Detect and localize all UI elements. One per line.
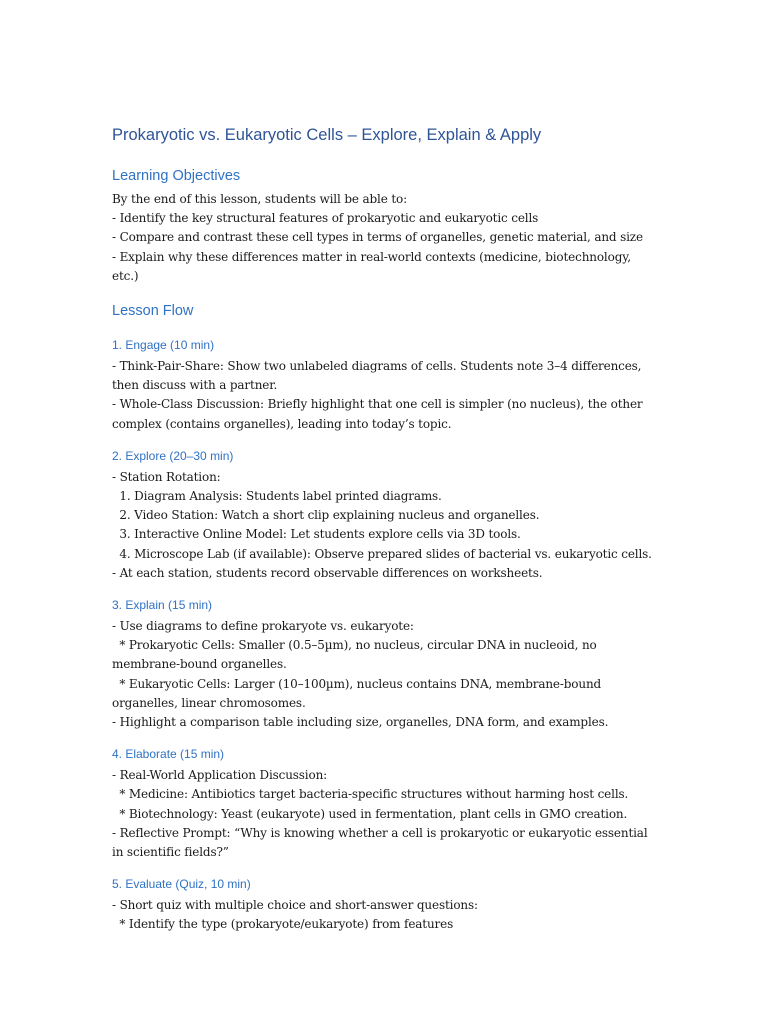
section-line: - At each station, students record observable differences on worksheets. <box>112 565 543 580</box>
section-heading-evaluate: 5. Evaluate (Quiz, 10 min) <box>112 877 251 892</box>
section-line: - Reflective Prompt: “Why is knowing whether a cell is prokaryotic or eukaryotic essential in scientific fields?” <box>112 825 652 860</box>
section-line: * Identify the type (prokaryote/eukaryote) from features <box>112 917 454 932</box>
section-line: 4. Microscope Lab (if available): Observe prepared slides of bacterial vs. eukaryotic cells. <box>112 546 652 561</box>
section-line: 3. Interactive Online Model: Let students explore cells via 3D tools. <box>112 527 521 542</box>
objectives-intro: By the end of this lesson, students will be able to: <box>112 192 407 206</box>
lesson-flow-heading: Lesson Flow <box>112 303 194 320</box>
section-line: 1. Diagram Analysis: Students label printed diagrams. <box>112 489 442 504</box>
objective-item: - Compare and contrast these cell types in terms of organelles, genetic material, and size <box>112 230 643 245</box>
document-content <box>112 124 652 935</box>
section-line: - Short quiz with multiple choice and short-answer questions: <box>112 898 478 913</box>
section-line: - Think-Pair-Share: Show two unlabeled diagrams of cells. Students note 3–4 differences, then discuss with a partner. <box>112 359 646 393</box>
section-line: - Highlight a comparison table including size, organelles, DNA form, and examples. <box>112 715 609 730</box>
section-line: * Biotechnology: Yeast (eukaryote) used in fermentation, plant cells in GMO creation. <box>112 806 628 821</box>
objective-item: - Identify the key structural features of prokaryotic and eukaryotic cells <box>112 211 539 226</box>
section-line: - Station Rotation: <box>112 469 221 484</box>
section-heading-explain: 3. Explain (15 min) <box>112 598 213 613</box>
section-line: - Use diagrams to define prokaryote vs. eukaryote: <box>112 619 414 634</box>
section-line: 2. Video Station: Watch a short clip explaining nucleus and organelles. <box>112 508 540 523</box>
section-line: * Eukaryotic Cells: Larger (10–100µm), nucleus contains DNA, membrane-bound organelles, linear chromosomes. <box>112 676 605 710</box>
document-title: Prokaryotic vs. Eukaryotic Cells – Explore, Explain & Apply <box>112 126 542 144</box>
section-heading-explore: 2. Explore (20–30 min) <box>112 448 234 463</box>
section-line: - Real-World Application Discussion: <box>112 768 328 783</box>
objectives-heading: Learning Objectives <box>112 168 241 184</box>
section-line: * Medicine: Antibiotics target bacteria-specific structures without harming host cells. <box>112 787 629 802</box>
objective-item: - Explain why these differences matter in real-world contexts (medicine, biotechnology, etc.) <box>112 249 635 283</box>
section-line: * Prokaryotic Cells: Smaller (0.5–5µm), no nucleus, circular DNA in nucleoid, no membrane-bound organelles. <box>112 638 601 672</box>
section-heading-engage: 1. Engage (10 min) <box>112 338 215 353</box>
section-heading-elaborate: 4. Elaborate (15 min) <box>112 747 225 762</box>
section-line: - Whole-Class Discussion: Briefly highlight that one cell is simpler (no nucleus), the other complex (contains organelles), leading into today’s topic. <box>112 397 647 431</box>
